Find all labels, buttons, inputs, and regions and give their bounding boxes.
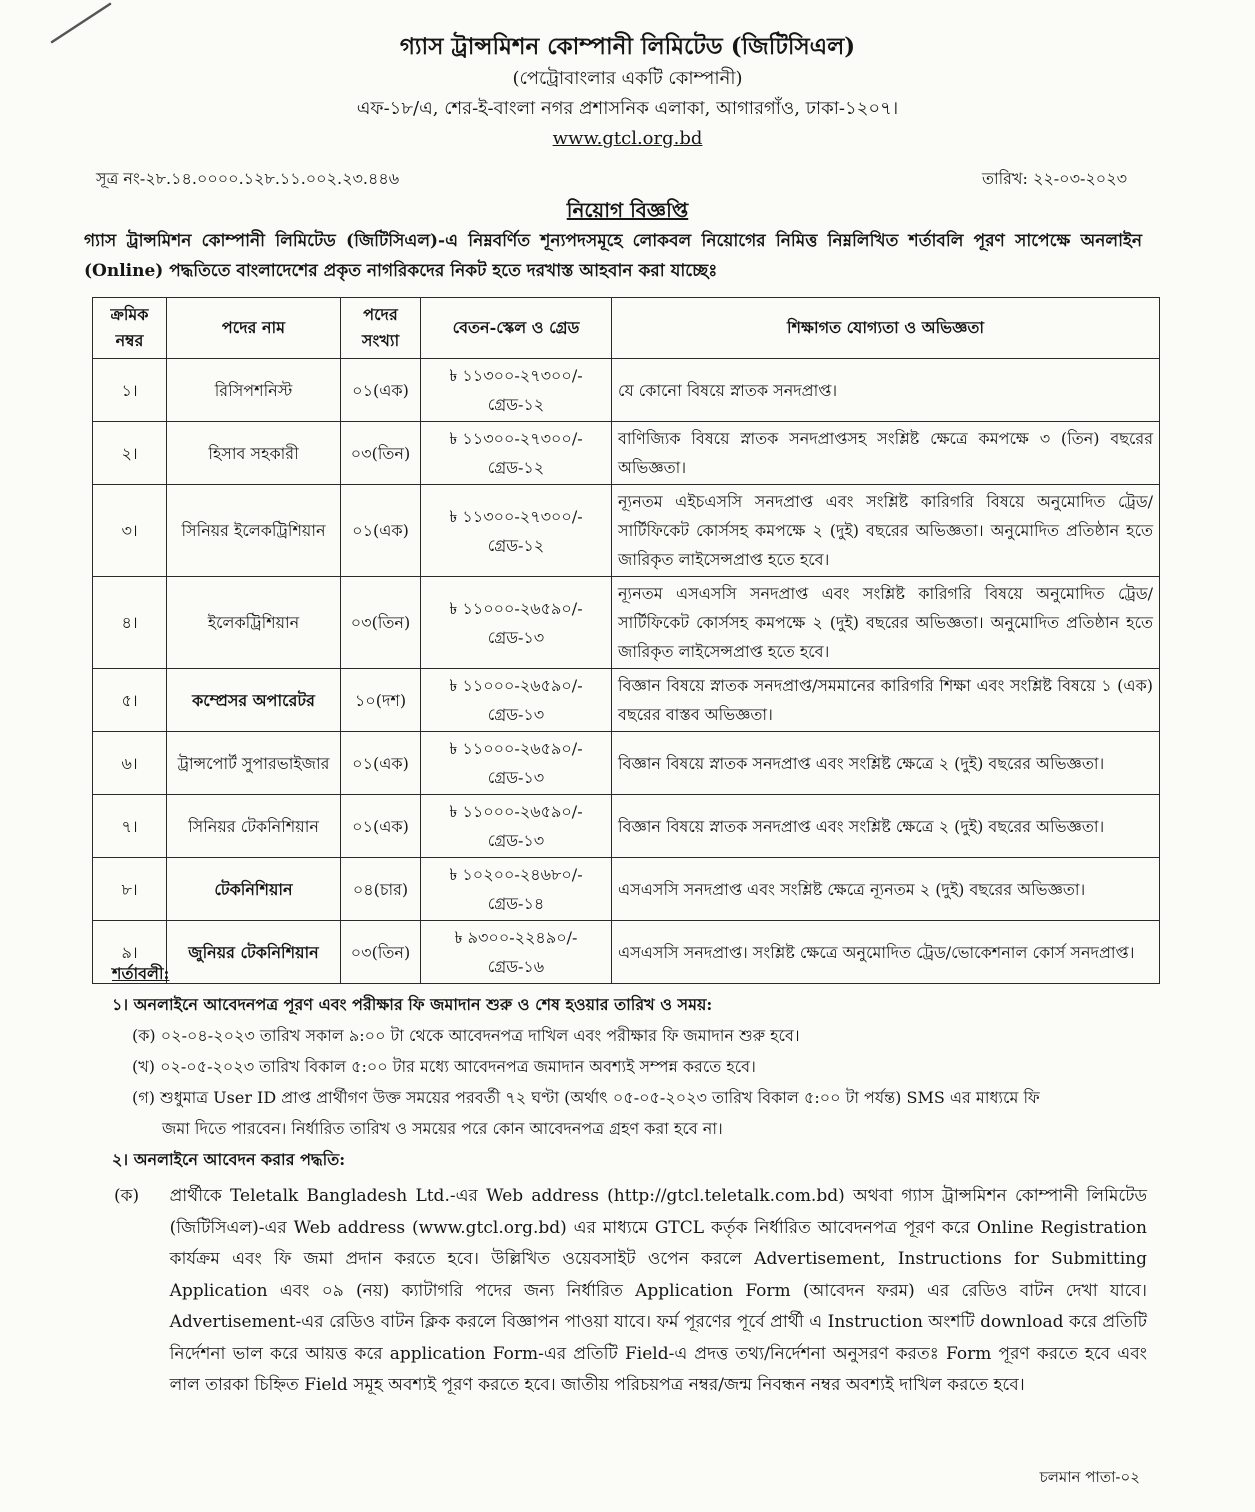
continued-page-note: চলমান পাতা-০২: [1039, 1468, 1140, 1486]
condition-2-text: প্রার্থীকে Teletalk Bangladesh Ltd.-এর Web address (http://gtcl.teletalk.com.bd) অথবা গ্যাস ট্রান্সমিশন কোম্পানী লিমিটেড (জিটিসিএল)-এর Web address (www.gtcl.org.bd) এর মাধ্যমে GTCL কর্তৃক নির্ধারিত আবেদনপত্র পূরণ করে Online Registration কার্যক্রম এবং ফি জমা প্রদান করতে হবে। উল্লিখিত ওয়েবসাইট ওপেন করলে Advertisement, Instructions for Submitting Application এবং ০৯ (নয়) ক্যাটাগরি পদের জন্য নির্ধারিত Application Form (আবেদন ফরম) এর রেডিও বাটন দেখা যাবে। Advertisement-এর রেডিও বাটন ক্লিক করলে বিজ্ঞাপন পাওয়া যাবে। ফর্ম পূরণের পূর্বে প্রার্থী এ Instruction অংশটি download করে প্রতিটি নির্দেশনা ভাল করে আয়ত্ত করে application Form-এর প্রতিটি Field-এ প্রদত্ত তথ্য/নির্দেশনা অনুসরণ করতঃ Form পূরণ করতে হবে এবং লাল তারকা চিহ্নিত Field সমূহ অবশ্যই পূরণ করতে হবে। জাতীয় পরিচয়পত্র নম্বর/জন্ম নিবন্ধন নম্বর অবশ্যই দাখিল করতে হবে।: [169, 1186, 1147, 1395]
grade-value: গ্রেড-১৬: [487, 957, 545, 976]
org-website-link[interactable]: www.gtcl.org.bd: [552, 128, 703, 149]
grade-value: গ্রেড-১৩: [487, 831, 545, 850]
notice-date: তারিখ: ২২-০৩-২০২৩: [981, 169, 1127, 188]
org-address: এফ-১৮/এ, শের-ই-বাংলা নগর প্রশাসনিক এলাকা, আগারগাঁও, ঢাকা-১২০৭।: [356, 98, 899, 119]
row-serial: ৪।: [93, 577, 167, 669]
row-scale: [421, 732, 612, 795]
table-row: [93, 795, 1160, 858]
row-post: ইলেকট্রিশিয়ান: [167, 577, 341, 669]
row-scale: [421, 858, 612, 921]
row-qualification: এসএসসি সনদপ্রাপ্ত। সংশ্লিষ্ট ক্ষেত্রে অনুমোদিত ট্রেড/ভোকেশনাল কোর্স সনদপ্রাপ্ত।: [612, 921, 1160, 984]
row-qualification: এসএসসি সনদপ্রাপ্ত এবং সংশ্লিষ্ট ক্ষেত্রে ন্যূনতম ২ (দুই) বছরের অভিজ্ঞতা।: [612, 858, 1160, 921]
row-scale: [421, 359, 612, 422]
condition-1-heading: ১। অনলাইনে আবেদনপত্র পূরণ এবং পরীক্ষার ফি জমাদান শুরু ও শেষ হওয়ার তারিখ ও সময়:: [112, 995, 713, 1014]
scale-value: ৳ ১১০০০-২৬৫৯০/-: [449, 676, 583, 695]
row-post: হিসাব সহকারী: [167, 422, 341, 485]
row-count: ০১(এক): [341, 359, 421, 422]
conditions-section: [92, 958, 1147, 1402]
table-row: [93, 359, 1160, 422]
org-subtitle: (পেট্রোবাংলার একটি কোম্পানী): [512, 68, 743, 89]
row-serial: ৩।: [93, 485, 167, 577]
grade-value: গ্রেড-১২: [487, 535, 545, 555]
header-scale: বেতন-স্কেল ও গ্রেড: [421, 298, 612, 359]
row-count: ১০(দশ): [341, 669, 421, 732]
row-qualification: ন্যূনতম এইচএসসি সনদপ্রাপ্ত এবং সংশ্লিষ্ট কারিগরি বিষয়ে অনুমোদিত ট্রেড/সার্টিফিকেট কোর্সসহ কমপক্ষে ২ (দুই) বছরের অভিজ্ঞতা। অনুমোদিত প্রতিষ্ঠান হতে জারিকৃত লাইসেন্সপ্রাপ্ত হতে হবে।: [612, 485, 1160, 577]
conditions-title: শর্তাবলী:: [112, 964, 170, 983]
memo-number: সূত্র নং-২৮.১৪.০০০০.১২৮.১১.০০২.২৩.৪৪৬: [96, 169, 400, 188]
row-qualification: বিজ্ঞান বিষয়ে স্নাতক সনদপ্রাপ্ত এবং সংশ্লিষ্ট ক্ষেত্রে ২ (দুই) বছরের অভিজ্ঞতা।: [612, 795, 1160, 858]
row-scale: [421, 577, 612, 669]
scale-value: ৳ ১১০০০-২৬৫৯০/-: [449, 739, 583, 758]
header-post: পদের নাম: [167, 298, 341, 359]
condition-1-item-ga: (গ) শুধুমাত্র User ID প্রাপ্ত প্রার্থীগণ উক্ত সময়ের পরবর্তী ৭২ ঘণ্টা (অর্থাৎ ০৫-০৫-২০২৩ তারিখ বিকাল ৫:০০ টা পর্যন্ত) SMS এর মাধ্যমে ফি: [132, 1088, 1040, 1107]
row-post: জুনিয়র টেকনিশিয়ান: [167, 921, 341, 984]
row-serial: ৫।: [93, 669, 167, 732]
header-serial: ক্রমিক নম্বর: [93, 298, 167, 359]
condition-2-label: (ক): [114, 1186, 140, 1206]
row-count: ০১(এক): [341, 732, 421, 795]
grade-value: গ্রেড-১২: [487, 458, 545, 477]
row-scale: [421, 422, 612, 485]
row-scale: [421, 485, 612, 577]
grade-value: গ্রেড-১৩: [487, 705, 545, 724]
condition-2-heading: ২। অনলাইনে আবেদন করার পদ্ধতি:: [112, 1150, 346, 1169]
scale-value: ৳ ১১০০০-২৬৫৯০/-: [449, 802, 583, 821]
notice-title: নিয়োগ বিজ্ঞপ্তি: [566, 198, 689, 222]
row-serial: ১।: [93, 359, 167, 422]
condition-1-item-ka: (ক) ০২-০৪-২০২৩ তারিখ সকাল ৯:০০ টা থেকে আবেদনপত্র দাখিল এবং পরীক্ষার ফি জমাদান শুরু হবে।: [132, 1026, 800, 1045]
table-row: [93, 422, 1160, 485]
grade-value: গ্রেড-১৪: [487, 894, 545, 913]
table-header-row: [93, 298, 1160, 359]
row-post: সিনিয়র ইলেকট্রিশিয়ান: [167, 485, 341, 577]
scale-value: ৳ ১১৩০০-২৭৩০০/-: [449, 429, 583, 448]
header-count: পদের সংখ্যা: [341, 298, 421, 359]
row-post: রিসিপশনিস্ট: [167, 359, 341, 422]
scale-value: ৳ ১১০০০-২৬৫৯০/-: [449, 598, 583, 618]
table-row: [93, 858, 1160, 921]
row-count: ০৩(তিন): [341, 422, 421, 485]
condition-2-paragraph: [92, 1181, 1147, 1402]
row-serial: ৭।: [93, 795, 167, 858]
table-row: [93, 577, 1160, 669]
row-qualification: ন্যূনতম এসএসসি সনদপ্রাপ্ত এবং সংশ্লিষ্ট কারিগরি বিষয়ে অনুমোদিত ট্রেড/সার্টিফিকেট কোর্সসহ কমপক্ষে ২ (দুই) বছরের অভিজ্ঞতা। অনুমোদিত প্রতিষ্ঠান হতে জারিকৃত লাইসেন্সপ্রাপ্ত হতে হবে।: [612, 577, 1160, 669]
grade-value: গ্রেড-১২: [487, 395, 545, 414]
intro-paragraph: গ্যাস ট্রান্সমিশন কোম্পানী লিমিটেড (জিটিসিএল)-এ নিম্নবর্ণিত শূন্যপদসমূহে লোকবল নিয়োগের নিমিত্ত নিম্নলিখিত শর্তাবলি পূরণ সাপেক্ষে অনলাইন (Online) পদ্ধতিতে বাংলাদেশের প্রকৃত নাগরিকদের নিকট হতে দরখাস্ত আহবান করা যাচ্ছেঃ: [84, 231, 1142, 281]
row-post: সিনিয়র টেকনিশিয়ান: [167, 795, 341, 858]
table-row: [93, 669, 1160, 732]
table-row: [93, 732, 1160, 795]
row-serial: ২।: [93, 422, 167, 485]
row-qualification: বিজ্ঞান বিষয়ে স্নাতক সনদপ্রাপ্ত/সমমানের কারিগরি শিক্ষা এবং সংশ্লিষ্ট বিষয়ে ১ (এক) বছরের বাস্তব অভিজ্ঞতা।: [612, 669, 1160, 732]
row-serial: ৮।: [93, 858, 167, 921]
row-post: টেকনিশিয়ান: [167, 858, 341, 921]
row-scale: [421, 795, 612, 858]
row-count: ০৩(তিন): [341, 577, 421, 669]
scale-value: ৳ ১১৩০০-২৭৩০০/-: [449, 366, 583, 385]
row-serial: ৯।: [93, 921, 167, 984]
header-qualification: শিক্ষাগত যোগ্যতা ও অভিজ্ঞতা: [612, 298, 1160, 359]
scale-value: ৳ ১০২০০-২৪৬৮০/-: [449, 865, 583, 884]
scale-value: ৳ ৯৩০০-২২৪৯০/-: [454, 928, 578, 947]
row-post: কম্প্রেসর অপারেটর: [167, 669, 341, 732]
condition-1-item-ga-cont: জমা দিতে পারবেন। নির্ধারিত তারিখ ও সময়ের পরে কোন আবেদনপত্র গ্রহণ করা হবে না।: [162, 1119, 723, 1138]
scale-value: ৳ ১১৩০০-২৭৩০০/-: [449, 506, 583, 526]
row-scale: [421, 669, 612, 732]
row-count: ০৩(তিন): [341, 921, 421, 984]
org-name: গ্যাস ট্রান্সমিশন কোম্পানী লিমিটেড (জিটিসিএল): [399, 33, 856, 60]
condition-1-item-kha: (খ) ০২-০৫-২০২৩ তারিখ বিকাল ৫:০০ টার মধ্যে আবেদনপত্র জমাদান অবশ্যই সম্পন্ন করতে হবে।: [132, 1057, 756, 1076]
row-count: ০১(এক): [341, 485, 421, 577]
vacancy-table: [92, 297, 1160, 984]
row-serial: ৬।: [93, 732, 167, 795]
row-post: ট্রান্সপোর্ট সুপারভাইজার: [167, 732, 341, 795]
table-row: [93, 485, 1160, 577]
row-qualification: বিজ্ঞান বিষয়ে স্নাতক সনদপ্রাপ্ত এবং সংশ্লিষ্ট ক্ষেত্রে ২ (দুই) বছরের অভিজ্ঞতা।: [612, 732, 1160, 795]
row-count: ০৪(চার): [341, 858, 421, 921]
letterhead: [0, 30, 1255, 154]
grade-value: গ্রেড-১৩: [487, 768, 545, 787]
grade-value: গ্রেড-১৩: [487, 627, 545, 647]
row-qualification: বাণিজ্যিক বিষয়ে স্নাতক সনদপ্রাপ্তসহ সংশ্লিষ্ট ক্ষেত্রে কমপক্ষে ৩ (তিন) বছরের অভিজ্ঞতা।: [612, 422, 1160, 485]
row-count: ০১(এক): [341, 795, 421, 858]
row-qualification: যে কোনো বিষয়ে স্নাতক সনদপ্রাপ্ত।: [612, 359, 1160, 422]
